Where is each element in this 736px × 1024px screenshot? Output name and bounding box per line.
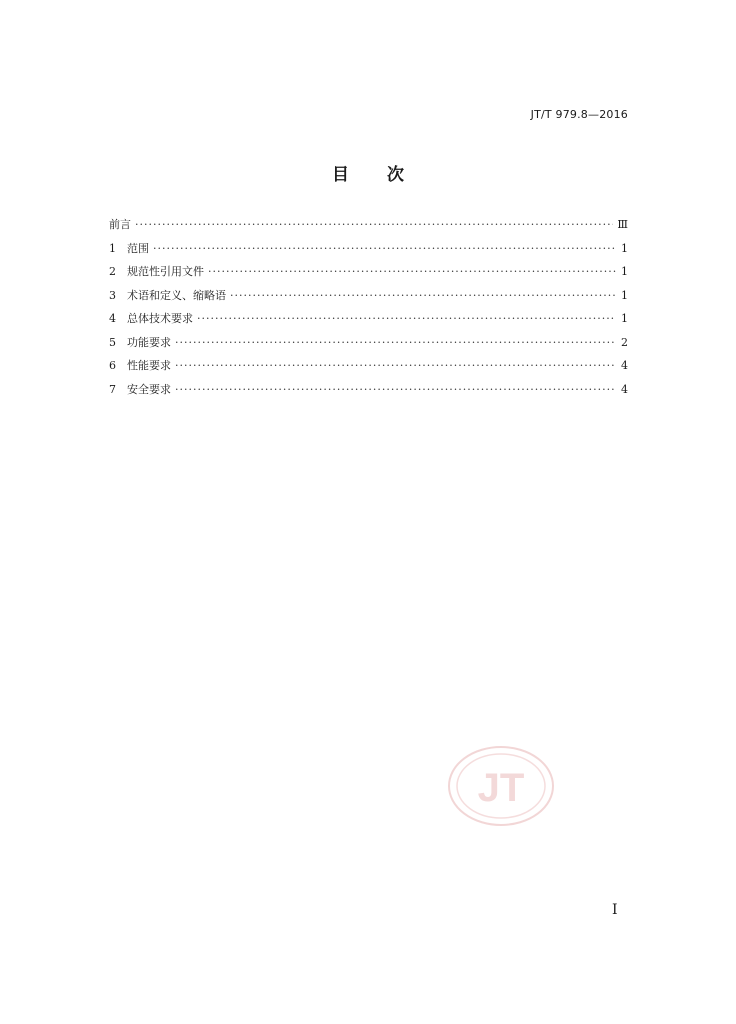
toc-entry-number: 6 xyxy=(109,359,116,372)
toc-entry-terms-definitions[interactable] xyxy=(109,288,628,312)
dot-leader xyxy=(175,335,616,351)
page-title xyxy=(0,160,736,185)
toc-entry-label: 总体技术要求 xyxy=(127,312,193,325)
toc-entry-number: 4 xyxy=(109,312,116,325)
toc-entry-page: 1 xyxy=(621,265,628,278)
watermark-text: JT xyxy=(477,766,525,810)
toc-entry-page: 4 xyxy=(621,359,628,372)
dot-leader xyxy=(230,288,616,304)
toc-entry-page: 2 xyxy=(621,335,628,349)
toc-entry-page: 1 xyxy=(621,288,628,302)
toc-entry-label: 范围 xyxy=(127,241,149,255)
toc-entry-number: 5 xyxy=(109,335,116,349)
dot-leader xyxy=(153,241,616,257)
toc-entry-label: 安全要求 xyxy=(127,382,171,396)
toc-entry-number: 1 xyxy=(109,241,116,255)
toc-entry-page: 4 xyxy=(621,382,628,396)
toc-entry-label: 术语和定义、缩略语 xyxy=(127,288,226,302)
toc-entry-label: 前言 xyxy=(109,218,131,231)
toc-entry-foreword[interactable] xyxy=(109,217,628,241)
toc-entry-page: 1 xyxy=(621,312,628,325)
dot-leader xyxy=(135,217,613,233)
dot-leader xyxy=(175,358,616,374)
toc-entry-label: 规范性引用文件 xyxy=(127,265,204,278)
title-char-2: 次 xyxy=(387,165,404,185)
page-number: I xyxy=(612,902,618,918)
toc-entry-performance-requirements[interactable] xyxy=(109,358,628,382)
toc-entry-number: 7 xyxy=(109,382,116,396)
toc-entry-scope[interactable] xyxy=(109,241,628,265)
standard-code: JT/T 979.8—2016 xyxy=(530,108,628,121)
toc-entry-label: 功能要求 xyxy=(127,335,171,349)
jt-watermark-logo xyxy=(447,745,555,827)
toc-entry-label: 性能要求 xyxy=(127,359,171,372)
toc-list xyxy=(109,217,628,405)
toc-entry-functional-requirements[interactable] xyxy=(109,335,628,359)
title-char-1: 目 xyxy=(332,165,349,185)
toc-entry-number: 2 xyxy=(109,265,116,278)
toc-entry-security-requirements[interactable] xyxy=(109,382,628,406)
toc-entry-page: 1 xyxy=(621,241,628,255)
dot-leader xyxy=(208,264,616,280)
dot-leader xyxy=(197,311,616,327)
toc-entry-normative-references[interactable] xyxy=(109,264,628,288)
toc-entry-general-technical-requirements[interactable] xyxy=(109,311,628,335)
toc-entry-number: 3 xyxy=(109,288,116,302)
toc-entry-page: Ⅲ xyxy=(617,218,628,231)
dot-leader xyxy=(175,382,616,398)
